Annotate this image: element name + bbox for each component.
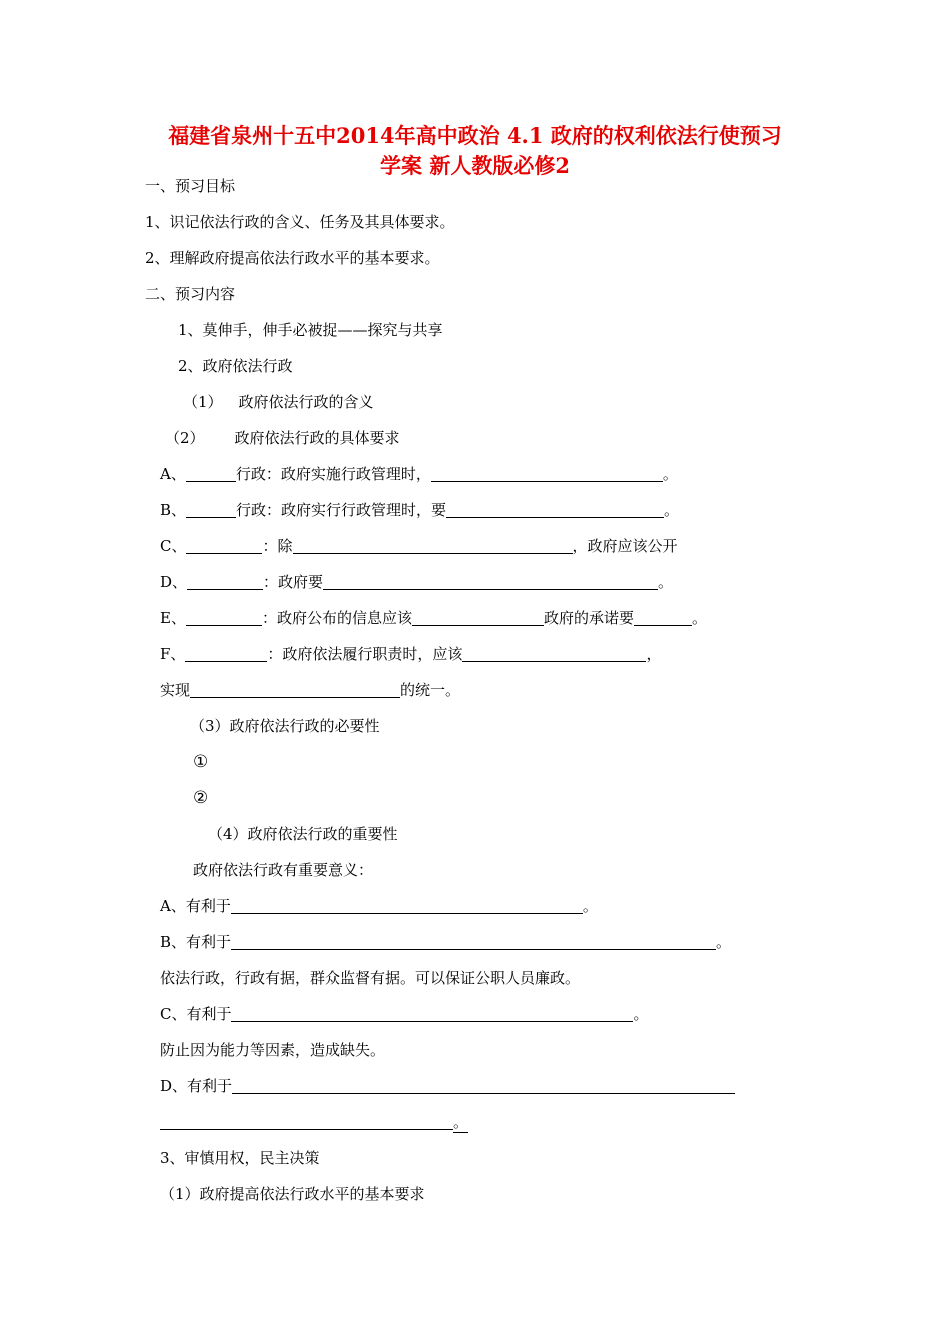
fill-blank[interactable] xyxy=(187,573,263,590)
requirement-a-label: A、 xyxy=(160,465,186,483)
subitem-3: （3）政府依法行政的必要性 xyxy=(190,717,380,735)
requirement-e-label: E、 xyxy=(160,609,186,627)
requirement-f-continued xyxy=(160,680,460,700)
requirement-c xyxy=(160,536,678,556)
requirement-d-label: D、 xyxy=(160,573,188,591)
requirement-d-text: ：政府要 xyxy=(263,573,324,591)
requirement-e-text2: 政府的承诺要 xyxy=(543,609,634,627)
fill-blank[interactable] xyxy=(231,933,716,950)
fill-blank[interactable] xyxy=(412,609,544,626)
document-title-line1: 福建省泉州十五中2014年高中政治 4.1 政府的权利依法行使预习 xyxy=(168,123,782,148)
requirement-c-label: C、 xyxy=(160,537,187,555)
requirement-e xyxy=(160,608,707,628)
subitem-2-number: （2） xyxy=(165,429,205,447)
section1-heading: 一、预习目标 xyxy=(145,177,236,195)
requirement-a-text: 行政：政府实施行政管理时， xyxy=(235,465,431,483)
section2-heading: 二、预习内容 xyxy=(145,285,236,303)
fill-blank[interactable] xyxy=(186,501,236,518)
content-item-1: 1、莫伸手，伸手必被捉——探究与共享 xyxy=(178,321,443,339)
circle-marker-1: ① xyxy=(193,752,209,772)
requirement-f xyxy=(160,644,661,664)
fill-blank[interactable] xyxy=(431,465,663,482)
requirement-c-end: ，政府应该公开 xyxy=(572,537,678,555)
fill-blank[interactable] xyxy=(190,681,400,698)
document-title-line2: 学案 新人教版必修2 xyxy=(380,153,570,178)
requirement-e-end: 。 xyxy=(691,609,707,627)
circle-marker-2: ② xyxy=(193,788,209,808)
benefit-b-end: 。 xyxy=(716,933,732,951)
subitem-2 xyxy=(165,428,400,448)
requirement-b-text: 行政：政府实行行政管理时，要 xyxy=(236,501,447,519)
subitem-4: （4）政府依法行政的重要性 xyxy=(208,825,398,843)
requirement-e-text: ：政府公布的信息应该 xyxy=(261,609,412,627)
subitem-1 xyxy=(183,392,374,412)
requirement-c-text: ：除 xyxy=(262,537,293,555)
fill-blank[interactable] xyxy=(446,501,664,518)
requirement-f-text: ：政府依法履行职责时，应该 xyxy=(267,645,463,663)
requirement-b xyxy=(160,500,679,520)
benefit-a-end: 。 xyxy=(582,897,598,915)
requirement-f2-end: 的统一。 xyxy=(400,681,461,699)
fill-blank[interactable] xyxy=(186,609,262,626)
content-item-3-sub1: （1）政府提高依法行政水平的基本要求 xyxy=(160,1185,425,1203)
requirement-d-end: 。 xyxy=(658,573,674,591)
requirement-f-end: ， xyxy=(646,645,662,663)
benefit-d-label: D、有利于 xyxy=(160,1077,233,1095)
fill-blank[interactable] xyxy=(293,537,573,554)
fill-blank[interactable] xyxy=(186,465,236,482)
subitem-2-text: 政府依法行政的具体要求 xyxy=(234,429,400,447)
fill-blank[interactable] xyxy=(185,645,267,662)
benefit-a xyxy=(160,896,598,916)
benefit-d-continued xyxy=(160,1112,468,1133)
benefit-b xyxy=(160,932,731,952)
fill-blank[interactable] xyxy=(231,897,583,914)
fill-blank[interactable] xyxy=(232,1077,735,1094)
goal-item-2: 2、理解政府提高依法行政水平的基本要求。 xyxy=(145,249,440,267)
content-item-3: 3、审慎用权，民主决策 xyxy=(160,1149,320,1167)
fill-blank[interactable] xyxy=(160,1113,453,1130)
fill-blank[interactable] xyxy=(186,537,262,554)
subitem-1-text: 政府依法行政的含义 xyxy=(238,393,374,411)
benefit-b-note: 依法行政，行政有据，群众监督有据。可以保证公职人员廉政。 xyxy=(160,969,581,987)
requirement-b-end: 。 xyxy=(664,501,680,519)
benefit-d-end: 。 xyxy=(453,1113,469,1131)
benefit-d xyxy=(160,1076,735,1096)
subitem-1-number: （1） xyxy=(183,393,223,411)
benefit-b-label: B、有利于 xyxy=(160,933,232,951)
fill-blank[interactable] xyxy=(323,573,658,590)
fill-blank[interactable] xyxy=(231,1005,633,1022)
benefit-a-label: A、有利于 xyxy=(160,897,231,915)
requirement-b-label: B、 xyxy=(160,501,187,519)
benefit-c-note: 防止因为能力等因素，造成缺失。 xyxy=(160,1041,386,1059)
requirement-a xyxy=(160,464,678,484)
benefit-c-label: C、有利于 xyxy=(160,1005,232,1023)
meaning-intro: 政府依法行政有重要意义： xyxy=(193,861,374,879)
goal-item-1: 1、识记依法行政的含义、任务及其具体要求。 xyxy=(145,213,455,231)
requirement-f-label: F、 xyxy=(160,645,186,663)
requirement-d xyxy=(160,572,673,592)
fill-blank[interactable] xyxy=(634,609,692,626)
benefit-c xyxy=(160,1004,649,1024)
requirement-f2-prefix: 实现 xyxy=(160,681,191,699)
content-item-2: 2、政府依法行政 xyxy=(178,357,293,375)
requirement-a-end: 。 xyxy=(662,465,678,483)
fill-blank[interactable] xyxy=(462,645,646,662)
benefit-c-end: 。 xyxy=(633,1005,649,1023)
